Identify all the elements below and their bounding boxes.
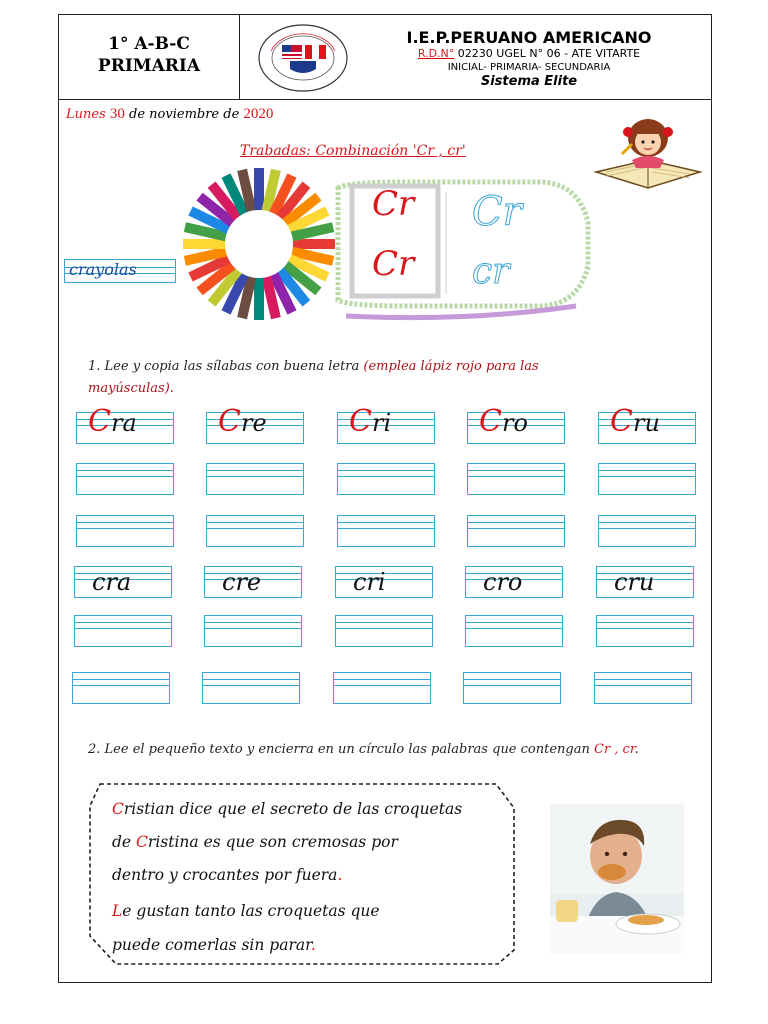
card-upper-cr: Cr: [372, 184, 415, 224]
lower-syllable: cra: [92, 568, 132, 596]
upper-syllable: Cri: [349, 404, 392, 439]
writing-box: [206, 463, 304, 495]
story-line-2: de Cristina es que son cremosas por: [112, 833, 398, 851]
grade-label: 1° A-B-C: [108, 34, 190, 54]
word-label-box: [64, 259, 176, 283]
writing-box: [467, 463, 565, 495]
writing-box: [206, 515, 304, 547]
school-name: I.E.P.PERUANO AMERICANO: [406, 28, 652, 47]
writing-box: [74, 615, 172, 647]
upper-syllable: Cra: [88, 404, 137, 439]
trace-lower-cr: cr: [472, 251, 510, 292]
upper-syllable: Cru: [610, 404, 660, 439]
writing-box: [594, 672, 692, 704]
exercise-1-text: Lee y copia las sílabas con buena letra: [104, 359, 360, 374]
exercise-1-note: (emplea lápiz rojo para las mayúsculas).: [88, 359, 539, 396]
writing-box: [598, 463, 696, 495]
writing-box: [76, 463, 174, 495]
date-day-word: Lunes: [66, 107, 106, 122]
grade-cell: [59, 15, 240, 99]
boy-eating-photo: [550, 804, 684, 954]
writing-box: [76, 515, 174, 547]
writing-box: [333, 672, 431, 704]
levels-label: INICIAL- PRIMARIA- SECUNDARIA: [447, 62, 611, 73]
exercise-2-number: 2.: [88, 742, 101, 757]
date-month: de noviembre de: [129, 107, 240, 122]
lower-syllable: cru: [614, 568, 655, 596]
writing-box: [72, 672, 170, 704]
lesson-title: Trabadas: Combinación 'Cr , cr': [240, 143, 466, 159]
story-line-3: dentro y crocantes por fuera.: [112, 866, 343, 884]
writing-box: [463, 672, 561, 704]
writing-box: [202, 672, 300, 704]
card-lower-cr: Cr: [372, 244, 415, 284]
writing-box: [204, 615, 302, 647]
exercise-2-highlight: Cr , cr: [594, 742, 635, 757]
date-day-number: 30: [109, 106, 125, 122]
upper-syllable: Cre: [218, 404, 267, 439]
date-line: [66, 106, 273, 123]
lower-syllable: cri: [353, 568, 386, 596]
writing-box: [465, 615, 563, 647]
school-logo: [257, 23, 349, 93]
writing-box: [598, 515, 696, 547]
writing-box: [467, 515, 565, 547]
level-label: PRIMARIA: [97, 56, 201, 76]
story-line-4: Le gustan tanto las croquetas que: [112, 902, 380, 920]
rdn-prefix: R.D.N°: [417, 47, 455, 60]
story-line-1: Cristian dice que el secreto de las croquetas: [112, 800, 463, 818]
resolution-number: [359, 47, 699, 61]
exercise-1-instruction: [88, 356, 628, 400]
header: [59, 15, 711, 100]
lower-syllable: cre: [222, 568, 262, 596]
writing-box: [596, 615, 694, 647]
upper-syllable: Cro: [479, 404, 528, 439]
story-line-5: puede comerlas sin parar.: [112, 936, 316, 954]
lower-syllable: cro: [483, 568, 523, 596]
exercise-2-text: Lee el pequeño texto y encierra en un círculo las palabras que contengan: [104, 742, 590, 757]
rdn-rest: 02230 UGEL N° 06 - ATE VITARTE: [454, 47, 641, 60]
school-info: [359, 29, 699, 90]
exercise-2-instruction: 2. Lee el pequeño texto y encierra en un círculo las palabras que contengan Cr , cr.: [88, 742, 639, 757]
exercise-1-number: 1.: [88, 359, 101, 374]
girl-reading-illustration: [592, 110, 704, 194]
writing-box: [337, 515, 435, 547]
trace-upper-cr: Cr: [472, 189, 522, 235]
system-label: Sistema Elite: [480, 74, 578, 89]
date-year: 2020: [243, 106, 274, 122]
writing-box: [337, 463, 435, 495]
writing-box: [335, 615, 433, 647]
word-label: crayolas: [69, 260, 137, 279]
